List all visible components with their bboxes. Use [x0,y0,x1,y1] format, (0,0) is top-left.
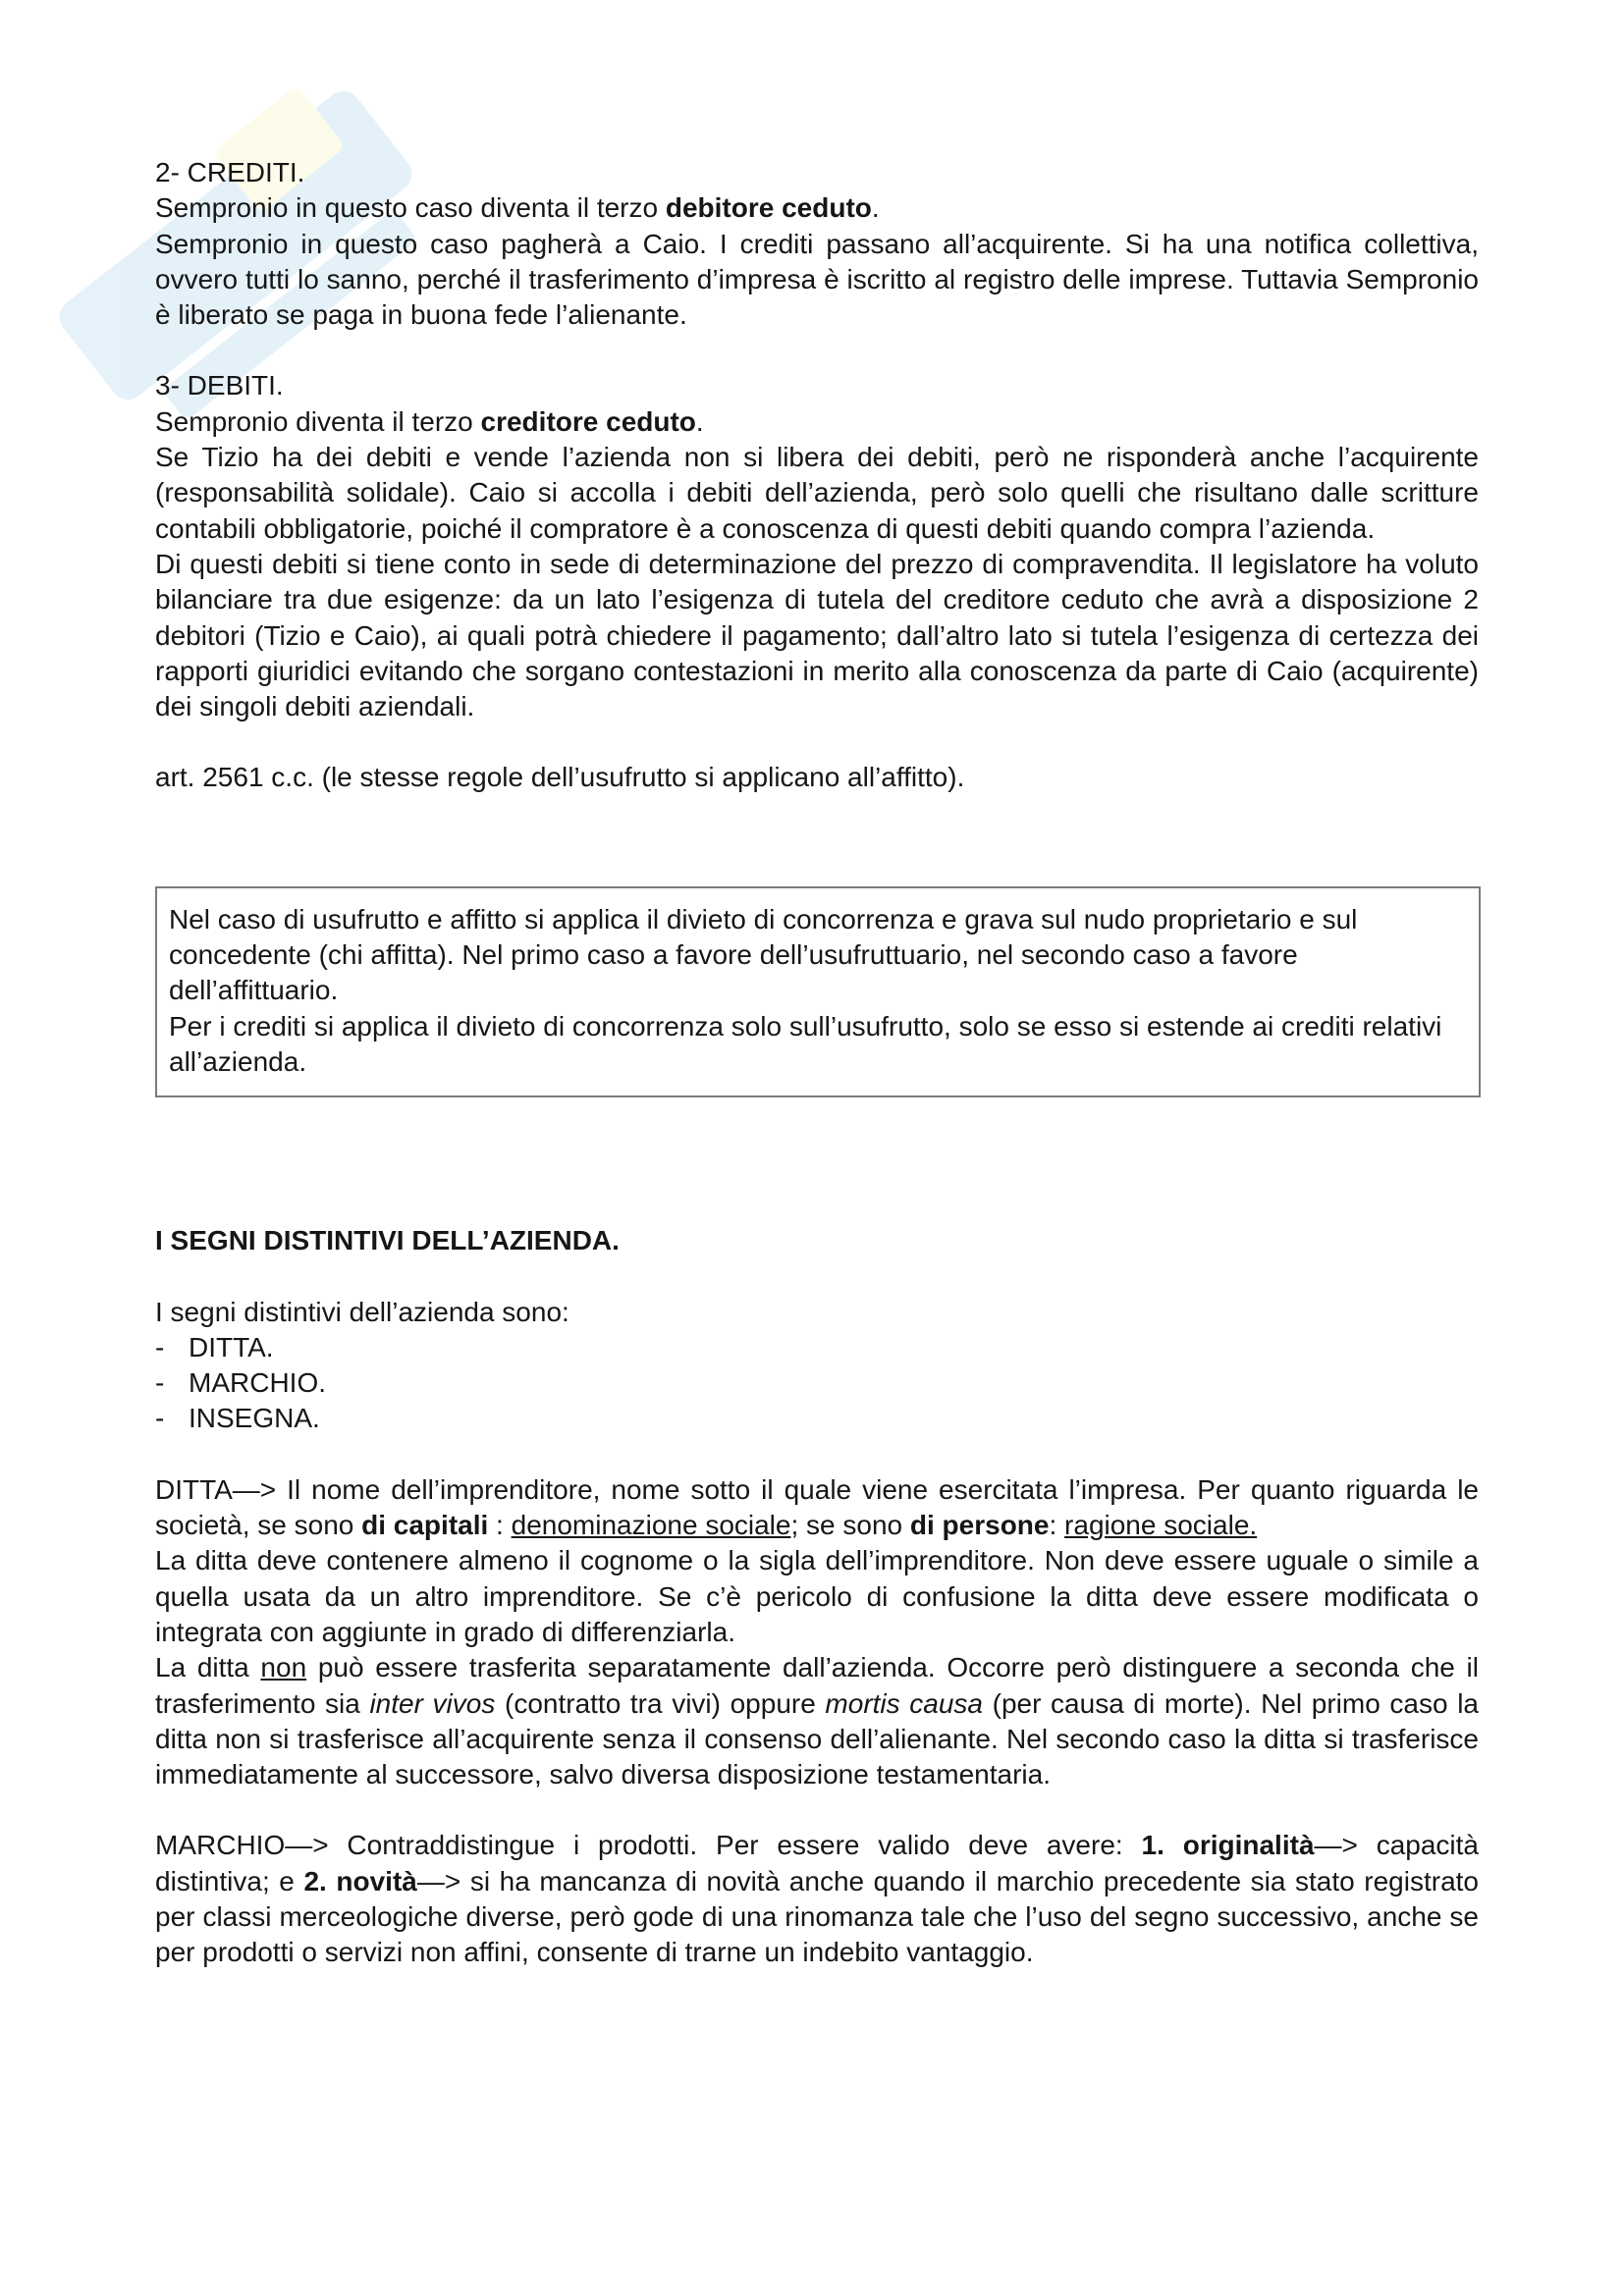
ditta-paragraph-3: La ditta non può essere trasferita separatamente dall’azienda. Occorre però distinguere a seconda che il trasferimento sia inter vivos (contratto tra vivi) oppure mortis causa (per causa di morte). Nel primo caso la ditta non si trasferisce all’acquirente senza il consenso dell’alienante. Nel secondo caso la ditta si trasferisce immediatamente al successore, salvo diversa disposizione testamentaria. [155,1652,1479,1790]
crediti-line1: Sempronio in questo caso diventa il terzo debitore ceduto. [155,192,880,224]
ditta-paragraph-1: DITTA—> Il nome dell’imprenditore, nome sotto il quale viene esercitata l’impresa. Per quanto riguarda le società, se sono di capitali : denominazione sociale; se sono di persone: ragione sociale. [155,1473,1479,1541]
note-box-paragraph-1: Nel caso di usufrutto e affitto si applica il divieto di concorrenza e grava sul nudo proprietario e sul concedente (chi affitta). Nel primo caso a favore dell’usufruttuario, nel secondo caso a favore dell’affittuario. [169,903,1358,1006]
debiti-paragraph-1: Se Tizio ha dei debiti e vende l’azienda non si libera dei debiti, però ne risponderà anche l’acquirente (responsabilità solidale). Caio si accolla i debiti dell’azienda, però solo quelli che risultano dalle scritture contabili obbligatorie, poiché il compratore è a conoscenza di questi debiti quando compra l’azienda. [155,442,1479,544]
debitore-ceduto-term: debitore ceduto [665,192,872,224]
list-item: - INSEGNA. [155,1403,320,1434]
article-note: art. 2561 c.c. (le stesse regole dell’usufrutto si applicano all’affitto). [155,762,965,793]
debiti-title: 3- DEBITI. [155,370,284,401]
list-item: - MARCHIO. [155,1367,326,1399]
segni-intro: I segni distintivi dell’azienda sono: [155,1296,569,1327]
note-box-paragraph-2: Per i crediti si applica il divieto di concorrenza solo sull’usufrutto, solo se esso si estende ai crediti relativi all’azienda. [169,1010,1442,1077]
marchio-paragraph: MARCHIO—> Contraddistingue i prodotti. Per essere valido deve avere: 1. originalità—> capacità distintiva; e 2. novità—> si ha mancanza di novità anche quando il marchio precedente sia stato registrato per classi merceologiche diverse, però gode di una rinomanza tale che l’uso del segno successivo, anche se per prodotti o servizi non affini, consente di trarne un indebito vantaggio. [155,1830,1479,1968]
debiti-line1: Sempronio diventa il terzo creditore ceduto. [155,405,704,437]
segni-heading: I SEGNI DISTINTIVI DELL’AZIENDA. [155,1225,620,1256]
crediti-paragraph: Sempronio in questo caso pagherà a Caio. I crediti passano all’acquirente. Si ha una notifica collettiva, ovvero tutti lo sanno, perché il trasferimento d’impresa è iscritto al registro delle imprese. Tuttavia Sempronio è liberato se paga in buona fede l’alienante. [155,228,1479,331]
creditore-ceduto-term: creditore ceduto [480,405,696,437]
document-page [155,155,1479,1971]
debiti-paragraph-2: Di questi debiti si tiene conto in sede di determinazione del prezzo di compravendita. Il legislatore ha voluto bilanciare tra due esigenze: da un lato l’esigenza di tutela del creditore ceduto che avrà a disposizione 2 debitori (Tizio e Caio), ai quali potrà chiedere il pagamento; dall’altro lato si tutela l’esigenza di certezza dei rapporti giuridici evitando che sorgano contestazioni in merito alla conoscenza da parte di Caio (acquirente) dei singoli debiti aziendali. [155,548,1479,722]
list-item: - DITTA. [155,1331,274,1362]
segni-list [155,1330,1479,1437]
crediti-title: 2- CREDITI. [155,157,305,187]
ditta-paragraph-2: La ditta deve contenere almeno il cognome o la sigla dell’imprenditore. Non deve essere uguale o simile a quella usata da un altro imprenditore. Se c’è pericolo di confusione la ditta deve essere modificata o integrata con aggiunte in grado di differenziarla. [155,1545,1479,1647]
note-box [155,886,1481,1097]
